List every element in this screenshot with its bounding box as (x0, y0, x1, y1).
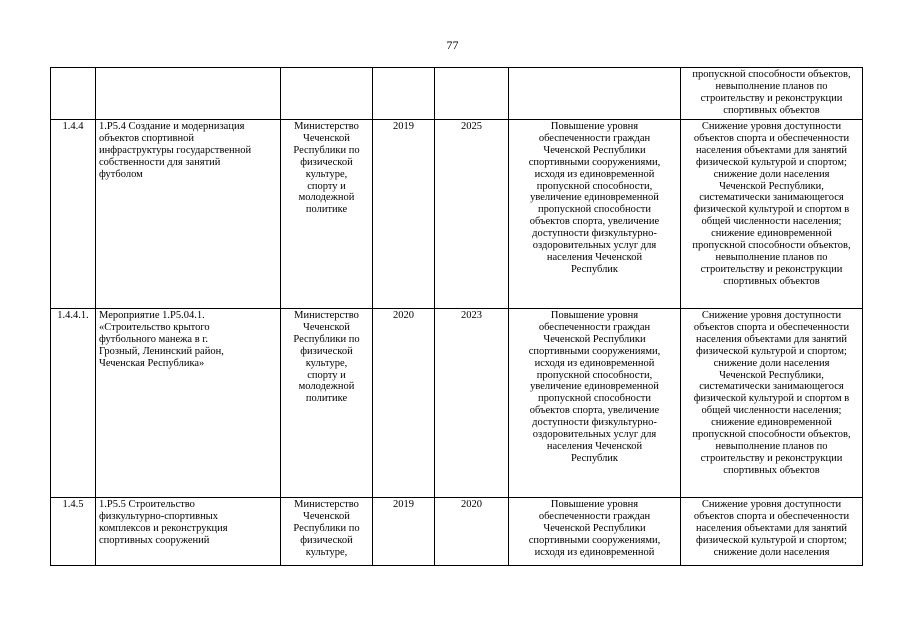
expected-result-cell: Повышение уровня обеспеченности граждан Чеченской Республики спортивными сооружениями, исходя из единовременной пропускной способности, увеличение единовременной пропускной способности объектов спорта, увеличение доступности физкультурно- оздоровительных услуг для населения Чеченской Республик (509, 120, 681, 309)
executor-cell: Министерство Чеченской Республики по физической культуре, спорту и молодежной политике (281, 120, 373, 309)
row-number-cell: 1.4.4 (51, 120, 96, 309)
executor-cell: Министерство Чеченской Республики по физической культуре, (281, 498, 373, 566)
consequences-cell: Снижение уровня доступности объектов спорта и обеспеченности населения объектами для занятий физической культурой и спортом; снижение доли населения (681, 498, 863, 566)
measure-name-cell: 1.P5.4 Создание и модернизация объектов спортивной инфраструктуры государственной собственности для занятий футболом (96, 120, 281, 309)
table-row (51, 498, 863, 566)
measure-name-cell (96, 68, 281, 120)
end-year-cell: 2020 (435, 498, 509, 566)
expected-result-cell: Повышение уровня обеспеченности граждан Чеченской Республики спортивными сооружениями, исходя из единовременной (509, 498, 681, 566)
consequences-cell: пропускной способности объектов, невыполнение планов по строительству и реконструкции спортивных объектов (681, 68, 863, 120)
end-year-cell: 2025 (435, 120, 509, 309)
table-row (51, 120, 863, 309)
start-year-cell (373, 68, 435, 120)
row-number-cell (51, 68, 96, 120)
start-year-cell: 2019 (373, 120, 435, 309)
consequences-cell: Снижение уровня доступности объектов спорта и обеспеченности населения объектами для занятий физической культурой и спортом; снижение доли населения Чеченской Республики, систематически занимающегося физической культурой и спортом в общей численности населения; снижение единовременной пропускной способности объектов, невыполнение планов по строительству и реконструкции спортивных объектов (681, 309, 863, 498)
row-number-cell: 1.4.4.1. (51, 309, 96, 498)
expected-result-cell (509, 68, 681, 120)
executor-cell: Министерство Чеченской Республики по физической культуре, спорту и молодежной политике (281, 309, 373, 498)
start-year-cell: 2019 (373, 498, 435, 566)
start-year-cell: 2020 (373, 309, 435, 498)
measure-name-cell: Мероприятие 1.P5.04.1. «Строительство крытого футбольного манежа в г. Грозный, Ленинский район, Чеченская Республика» (96, 309, 281, 498)
row-number-cell: 1.4.5 (51, 498, 96, 566)
page-number: 77 (446, 38, 459, 52)
executor-cell (281, 68, 373, 120)
expected-result-cell: Повышение уровня обеспеченности граждан Чеченской Республики спортивными сооружениями, исходя из единовременной пропускной способности, увеличение единовременной пропускной способности объектов спорта, увеличение доступности физкультурно- оздоровительных услуг для населения Чеченской Республик (509, 309, 681, 498)
consequences-cell: Снижение уровня доступности объектов спорта и обеспеченности населения объектами для занятий физической культурой и спортом; снижение доли населения Чеченской Республики, систематически занимающегося физической культурой и спортом в общей численности населения; снижение единовременной пропускной способности объектов, невыполнение планов по строительству и реконструкции спортивных объектов (681, 120, 863, 309)
end-year-cell (435, 68, 509, 120)
table-row (51, 309, 863, 498)
end-year-cell: 2023 (435, 309, 509, 498)
table-row (51, 68, 863, 120)
measure-name-cell: 1.P5.5 Строительство физкультурно-спортивных комплексов и реконструкция спортивных сооружений (96, 498, 281, 566)
measures-table (50, 67, 863, 566)
